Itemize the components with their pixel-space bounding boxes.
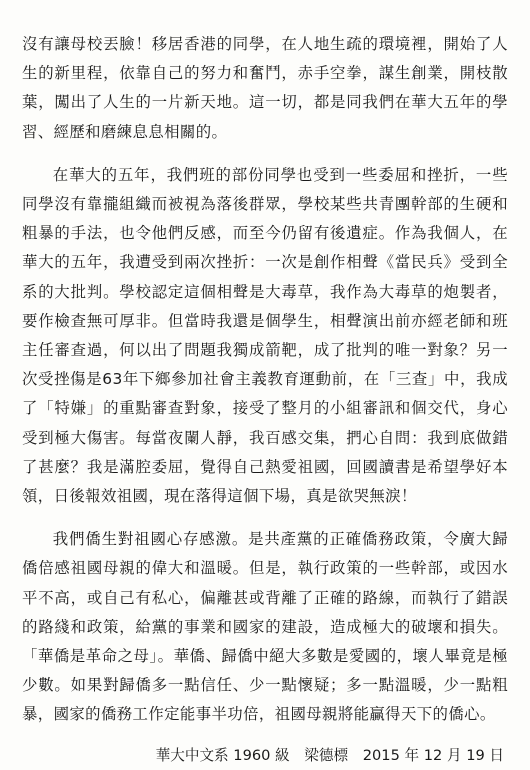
letter-paragraph-1: 沒有讓母校丟臉！移居香港的同學，在人地生疏的環境裡，開始了人生的新里程，依靠自己的努力和奮鬥，赤手空拳，謀生創業，開枝散葉，闖出了人生的一片新天地。這一切，都是同我們在華大五年的學習、經歷和磨練息息相關的。 (22, 35, 508, 141)
signature-date: 2015 年 12 月 19 日 (362, 746, 504, 764)
signature-name: 梁德標 (304, 746, 349, 764)
signature-affiliation: 華大中文系 1960 級 (155, 746, 290, 764)
letter-paragraph-2: 在華大的五年，我們班的部份同學也受到一些委屈和挫折，一些同學沒有靠攏組織而被視為落後群眾，學校某些共青團幹部的生硬和粗暴的手法，也令他們反感，而至今仍留有後遺症。作為我個人，在華大的五年，我遭受到兩次挫折：一次是創作相聲《當民兵》受到全系的大批判。學校認定這個相聲是大毒草，我作為大毒草的炮製者，要作檢查無可厚非。但當時我還是個學生，相聲演出前亦經老師和班主任審查過，何以出了問題我獨成箭靶，成了批判的唯一對象？另一次受挫傷是63年下鄉參加社會主義教育運動前，在「三查」中，我成了「特嫌」的重點審查對象，接受了整月的小組審訊和個交代，身心受到極大傷害。每當夜闌人靜，我百感交集，捫心自問：我到底做錯了甚麼？我是滿腔委屈，覺得自己熱愛祖國，回國讀書是希望學好本領，日後報效祖國，現在落得這個下場，真是欲哭無淚！ (22, 165, 508, 506)
letter-paragraph-3: 我們僑生對祖國心存感激。是共產黨的正確僑務政策，令廣大歸僑倍感祖國母親的偉大和溫暖。但是，執行政策的一些幹部，或因水平不高，或自己有私心，偏離甚或背離了正確的路線，而執行了錯誤的路綫和政策，給黨的事業和國家的建設，造成極大的破壞和損失。「華僑是革命之母」。華僑、歸僑中絕大多數是愛國的，壞人畢竟是極少數。如果對歸僑多一點信任、少一點懷疑；多一點溫暖，少一點粗暴，國家的僑務工作定能事半功倍，祖國母親將能贏得天下的僑心。 (22, 530, 508, 724)
signature-line (22, 742, 508, 770)
